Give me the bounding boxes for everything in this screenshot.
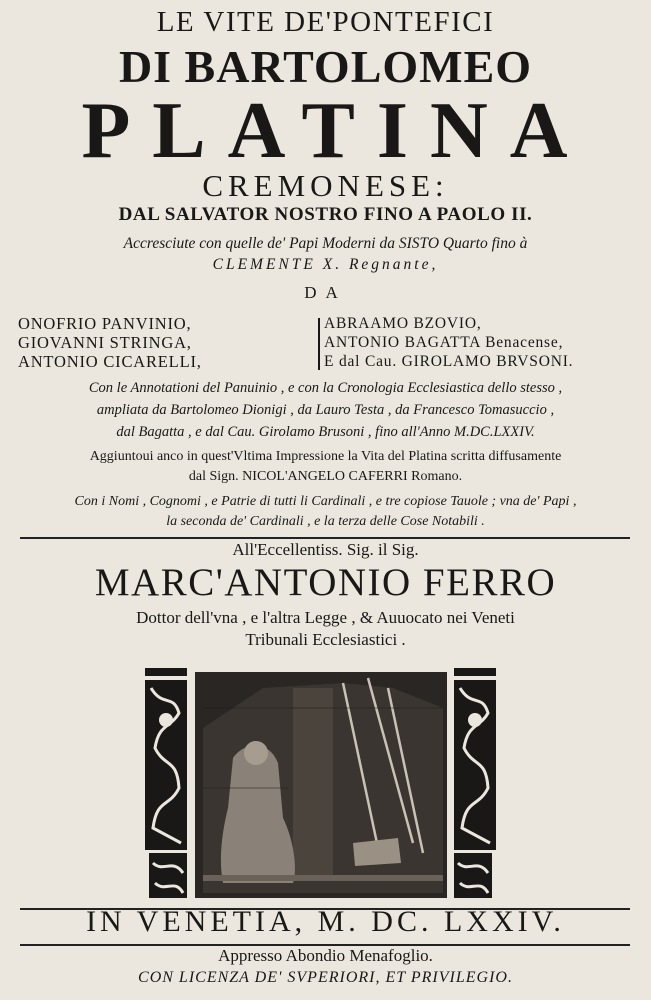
author: ONOFRIO PANVINIO,	[18, 314, 192, 333]
author: ANTONIO BAGATTA Benacense,	[324, 334, 564, 351]
author: ABRAAMO BZOVIO,	[324, 315, 482, 332]
top-rule	[20, 537, 630, 539]
authors-right	[324, 314, 573, 371]
title-line-4: CREMONESE:	[202, 168, 449, 203]
authors-left	[18, 314, 202, 371]
authors-block	[18, 314, 638, 374]
imprint-license: CON LICENZA DE' SVPERIORI, ET PRIVILEGIO.	[138, 969, 513, 986]
annotation-line: dal Bagatta , e dal Cau. Girolamo Brusoni , fino all'Anno M.DC.LXXIV.	[116, 424, 535, 440]
author: ANTONIO CICARELLI,	[18, 352, 202, 371]
title-line-2: DI BARTOLOMEO	[118, 41, 533, 92]
title-line-1: LE VITE DE'PONTEFICI	[156, 6, 495, 38]
imprint-printer: Appresso Abondio Menafoglio.	[218, 946, 433, 965]
title-line-5: DAL SALVATOR NOSTRO FINO A PAOLO II.	[118, 204, 533, 225]
title-line-3: PLATINA	[81, 87, 590, 175]
annotation-line: Con i Nomi , Cognomi , e Patrie di tutti li Cardinali , e tre copiose Tauole ; vna de' Papi ,	[74, 494, 577, 509]
subtitle-line-1: Accresciute con quelle de' Papi Moderni da SISTO Quarto fino à	[123, 235, 528, 252]
dedicatee-name: MARC'ANTONIO FERRO	[94, 561, 557, 604]
dedicatee-role-1: Dottor dell'vna , e l'altra Legge , & Auuocato nei Veneti	[136, 608, 515, 627]
imprint-place: IN VENETIA, M. DC. LXXIV.	[86, 905, 565, 938]
annotation-line: Aggiuntoui anco in quest'Vltima Impressione la Vita del Platina scritta diffusamente	[89, 449, 562, 464]
woodcut-illustration	[143, 668, 498, 903]
annotation-line: Con le Annotationi del Panuinio , e con la Cronologia Ecclesiastica dello stesso ,	[88, 380, 563, 396]
dedication-to: All'Eccellentiss. Sig. il Sig.	[232, 540, 419, 559]
annotation-line: ampliata da Bartolomeo Dionigi , da Lauro Testa , da Francesco Tomasuccio ,	[96, 402, 555, 418]
subtitle-line-2: CLEMENTE X. Regnante,	[212, 256, 439, 273]
dedicatee-role-2: Tribunali Ecclesiastici .	[245, 630, 406, 649]
author: GIOVANNI STRINGA,	[18, 333, 192, 352]
subtitle-da: DA	[304, 283, 347, 302]
annotation-line: dal Sign. NICOL'ANGELO CAFERRI Romano.	[188, 469, 463, 484]
author: E dal Cau. GIROLAMO BRVSONI.	[324, 353, 574, 370]
author-column-divider	[318, 318, 320, 370]
annotation-line: la seconda de' Cardinali , e la terza delle Cose Notabili .	[166, 514, 485, 529]
